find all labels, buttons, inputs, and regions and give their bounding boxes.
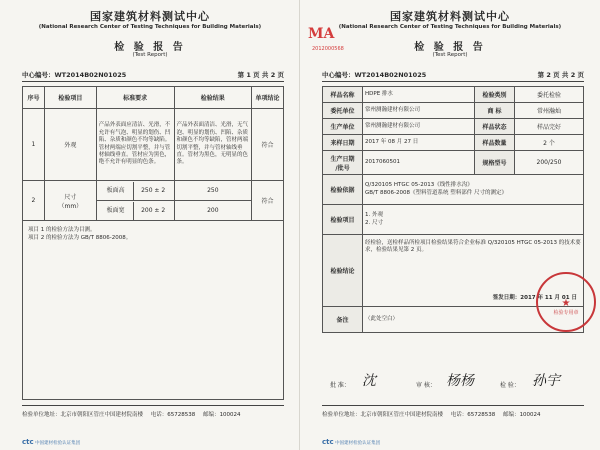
table-row bbox=[323, 87, 584, 103]
center-no: WT2014B02N01025 bbox=[54, 71, 127, 79]
row-no: 1 bbox=[23, 109, 45, 181]
dim-name: 板面高 bbox=[98, 182, 134, 200]
remark-label: 备注 bbox=[323, 307, 363, 333]
brand-name: 中国建材检验认证集团 bbox=[335, 441, 381, 446]
row-conclusion: 符合 bbox=[252, 109, 284, 181]
org-title-cn: 国家建筑材料测试中心 bbox=[390, 10, 510, 23]
dim-requirement-2 bbox=[96, 201, 174, 221]
phone-label: 电话： bbox=[450, 412, 468, 418]
report-page-2 bbox=[300, 0, 600, 450]
footer-rule bbox=[322, 405, 584, 406]
sample-name-label: 样品名称 bbox=[323, 87, 363, 103]
org-title-cn: 国家建筑材料测试中心 bbox=[90, 10, 210, 23]
dim-result: 250 bbox=[174, 181, 252, 201]
batch-number: 2017060501 bbox=[363, 151, 475, 175]
state: 样品完好 bbox=[515, 119, 584, 135]
conclusion-text: 经检验，送检样品所检项目检验结果符合企业标准 Q/320105 HTGC 05-2013 的技术要求，检验结果见第 2 页。 bbox=[365, 240, 581, 254]
sample-name: HDPE 排水 bbox=[363, 87, 475, 103]
address-label: 检验单位地址： bbox=[322, 412, 361, 418]
table-row bbox=[323, 151, 584, 175]
remark: （此处空白） bbox=[363, 307, 584, 333]
phone: 65728538 bbox=[467, 412, 496, 418]
results-table bbox=[22, 86, 284, 221]
page-number: 第 1 页 共 2 页 bbox=[237, 71, 284, 79]
quantity: 2 个 bbox=[515, 135, 584, 151]
test-category-label: 检验类别 bbox=[475, 87, 515, 103]
approver-label: 批 准： bbox=[330, 382, 350, 389]
header-rule bbox=[322, 81, 584, 82]
header-rule bbox=[22, 81, 284, 82]
report-title-en: (Test Report) bbox=[432, 52, 468, 58]
notes-box bbox=[22, 220, 284, 400]
dim-req: 200 ± 2 bbox=[141, 206, 166, 214]
client: 常州测瀚建材有限公司 bbox=[363, 103, 475, 119]
test-basis: Q/320105 HTGC 05-2013《线性排水沟》 GB/T 8806-2008《塑料管道系统 塑料部件 尺寸的测定》 bbox=[363, 175, 584, 205]
reviewer-label: 审 核： bbox=[416, 382, 436, 389]
official-seal bbox=[536, 272, 596, 332]
ctc-logo-icon: ctc bbox=[322, 438, 334, 446]
address: 北京市朝阳区管庄中国建材院南楼 bbox=[60, 412, 144, 418]
zip-label: 邮编： bbox=[203, 412, 220, 418]
dim-req: 250 ± 2 bbox=[141, 186, 166, 194]
org-title-en: (National Research Center of Testing Techniques for Building Materials) bbox=[38, 24, 262, 30]
maker: 常州测瀚建材有限公司 bbox=[363, 119, 475, 135]
conclusion-label: 检验结论 bbox=[323, 235, 363, 307]
inspector-signature: 孙宇 bbox=[532, 373, 560, 389]
ma-certification-mark: MA bbox=[308, 26, 335, 42]
brand: 常州瀚灿 bbox=[515, 103, 584, 119]
approver-signature: 沈 bbox=[362, 373, 376, 389]
col-header-requirement: 标准要求 bbox=[96, 87, 174, 109]
org-title-en: (National Research Center of Testing Techniques for Building Materials) bbox=[338, 24, 562, 30]
brand-logo bbox=[322, 438, 380, 446]
center-no-label: 中心编号： bbox=[22, 71, 55, 79]
table-row bbox=[323, 135, 584, 151]
basis-label: 检验依据 bbox=[323, 175, 363, 205]
footer-rule bbox=[22, 405, 284, 406]
row-item: 外观 bbox=[44, 109, 96, 181]
report-title-cn: 检 验 报 告 bbox=[414, 42, 486, 53]
row-requirement: 产品外表面应清洁、光滑，不允许有气泡、明显的划伤、凹陷、杂质和颜色不均等缺陷。管材两端应切割平整，并与管材轴线垂直。管材应为黑色，绝不允许有明显的色条。 bbox=[96, 109, 174, 181]
table-row bbox=[323, 175, 584, 205]
date-label: 来样日期 bbox=[323, 135, 363, 151]
client-label: 委托单位 bbox=[323, 103, 363, 119]
arrival-date: 2017 年 08 月 27 日 bbox=[363, 135, 475, 151]
dim-requirement-1 bbox=[96, 181, 174, 201]
dim-name: 板面宽 bbox=[98, 202, 134, 220]
col-header-result: 检验结果 bbox=[174, 87, 252, 109]
row-result: 产品外表面清洁、光滑，无气泡、明显的划伤、凹陷、杂质和颜色不均等缺陷，管材两端切割平整，并与管材轴线垂直。管材为黑色，无明显的色条。 bbox=[174, 109, 252, 181]
batch-label: 生产日期 /批号 bbox=[323, 151, 363, 175]
inspector-label: 检 验： bbox=[500, 382, 520, 389]
center-no: WT2014B02N01025 bbox=[354, 71, 427, 79]
phone-label: 电话： bbox=[150, 412, 168, 418]
address: 北京市朝阳区管庄中国建材院南楼 bbox=[360, 412, 444, 418]
items-label: 检验项目 bbox=[323, 205, 363, 235]
table-row bbox=[323, 103, 584, 119]
col-header-item: 检验项目 bbox=[44, 87, 96, 109]
spec: 200/250 bbox=[515, 151, 584, 175]
note-line: 项目 1 的检验方法为目测。 bbox=[28, 227, 96, 233]
brand-label: 商 标 bbox=[475, 103, 515, 119]
brand-name: 中国建材检验认证集团 bbox=[35, 441, 81, 446]
zip: 100024 bbox=[219, 412, 241, 418]
report-title-cn: 检 验 报 告 bbox=[114, 42, 186, 53]
col-header-no: 序号 bbox=[23, 87, 45, 109]
address-label: 检验单位地址： bbox=[22, 412, 61, 418]
center-number-line bbox=[22, 70, 284, 79]
page-number: 第 2 页 共 2 页 bbox=[537, 71, 584, 79]
footer-address bbox=[322, 410, 584, 418]
qty-label: 样品数量 bbox=[475, 135, 515, 151]
table-header-row bbox=[23, 87, 284, 109]
ma-certification-number: 2012000568 bbox=[312, 46, 344, 52]
center-no-label: 中心编号： bbox=[322, 71, 355, 79]
report-title-en: (Test Report) bbox=[132, 52, 168, 58]
brand-logo bbox=[22, 438, 80, 446]
maker-label: 生产单位 bbox=[323, 119, 363, 135]
test-category: 委托检验 bbox=[515, 87, 584, 103]
zip: 100024 bbox=[519, 412, 541, 418]
reviewer-signature: 杨杨 bbox=[446, 373, 474, 389]
zip-label: 邮编： bbox=[503, 412, 520, 418]
sign-date: 签发日期：2017 年 11 月 01 日 bbox=[492, 294, 577, 301]
row-no: 2 bbox=[23, 181, 45, 221]
center-number-line bbox=[322, 70, 584, 79]
test-items: 1. 外观 2. 尺寸 bbox=[363, 205, 584, 235]
spec-label: 规格型号 bbox=[475, 151, 515, 175]
row-item: 尺寸 （mm） bbox=[44, 181, 96, 221]
col-header-conclusion: 单项结论 bbox=[252, 87, 284, 109]
table-row bbox=[23, 109, 284, 181]
seal-text: 检验专用章 bbox=[553, 310, 579, 316]
table-row bbox=[23, 181, 284, 201]
phone: 65728538 bbox=[167, 412, 196, 418]
ctc-logo-icon: ctc bbox=[22, 438, 34, 446]
seal-star-icon: ★ bbox=[561, 298, 571, 309]
dim-result: 200 bbox=[174, 201, 252, 221]
state-label: 样品状态 bbox=[475, 119, 515, 135]
table-row bbox=[323, 205, 584, 235]
table-row bbox=[323, 119, 584, 135]
footer-address bbox=[22, 410, 284, 418]
row-conclusion: 符合 bbox=[252, 181, 284, 221]
note-line: 项目 2 的检验方法为 GB/T 8806-2008。 bbox=[28, 235, 132, 242]
